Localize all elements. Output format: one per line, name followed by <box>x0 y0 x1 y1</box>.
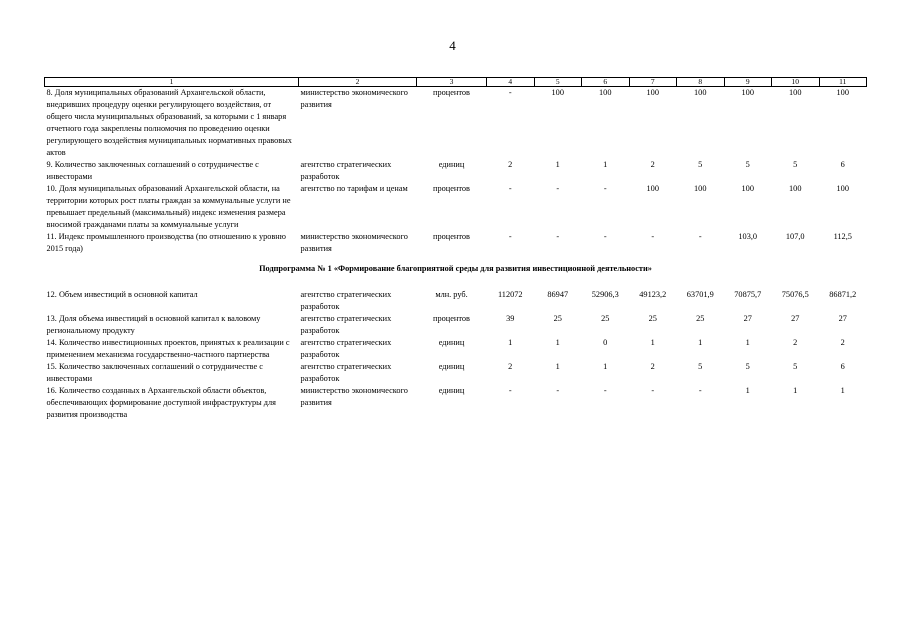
value-cell: 1 <box>650 338 655 347</box>
value-cell: 1 <box>793 386 798 395</box>
value-cell: 100 <box>789 184 802 193</box>
value-cell: 27 <box>791 314 800 323</box>
value-cell: 100 <box>646 88 659 97</box>
value-cell: 100 <box>646 184 659 193</box>
unit: процентов <box>433 232 470 241</box>
indicator-name: 14. Количество инвестиционных проектов, принятых к реализации с применением механизма государственно-частного партнерства <box>46 338 290 359</box>
indicator-name: 16. Количество созданных в Архангельской области объектов, обеспечивающих формирование доступной инфраструктуры для развития производства <box>46 386 276 419</box>
value-cell: 1 <box>555 362 560 371</box>
value-cell: 5 <box>793 160 798 169</box>
header-cell: 9 <box>724 78 772 87</box>
value-cell: 75076,5 <box>781 290 809 299</box>
indicator-name: 8. Доля муниципальных образований Архангельской области, внедривших процедуру оценки регулирующего воздействия, от общего числа муниципальных образований, за которыми с 1 января отчетного года закреплены полномочия по проведению оценки регулирующего воздействия муниципальных нормативных правовых актов <box>46 88 292 157</box>
value-cell: 0 <box>603 338 608 347</box>
header-cell: 1 <box>45 78 299 87</box>
value-cell: - <box>508 184 512 193</box>
indicator-name: 13. Доля объема инвестиций в основной капитал к валовому региональному продукту <box>46 314 261 335</box>
table-row <box>45 337 867 361</box>
executor: агентство стратегических разработок <box>300 338 392 359</box>
value-cell: 6 <box>840 362 845 371</box>
header-cell: 5 <box>534 78 582 87</box>
table-row <box>45 87 867 160</box>
value-cell: 100 <box>836 88 849 97</box>
value-cell: 100 <box>694 88 707 97</box>
column-number-header <box>45 78 867 87</box>
value-cell: 6 <box>840 160 845 169</box>
value-cell: 107,0 <box>785 232 805 241</box>
executor: агентство стратегических разработок <box>300 160 392 181</box>
value-cell: 5 <box>745 160 750 169</box>
value-cell: 1 <box>555 160 560 169</box>
indicator-name: 9. Количество заключенных соглашений о сотрудничестве с инвесторами <box>46 160 259 181</box>
value-cell: - <box>698 386 702 395</box>
value-cell: - <box>603 232 607 241</box>
value-cell: 49123,2 <box>639 290 667 299</box>
value-cell: 27 <box>838 314 847 323</box>
page-number: 4 <box>449 38 456 53</box>
executor: агентство стратегических разработок <box>300 314 392 335</box>
value-cell: - <box>508 232 512 241</box>
value-cell: 86947 <box>547 290 569 299</box>
value-cell: 1 <box>555 338 560 347</box>
value-cell: 2 <box>508 160 513 169</box>
unit: единиц <box>438 338 465 347</box>
table-row <box>45 361 867 385</box>
value-cell: - <box>508 386 512 395</box>
unit: единиц <box>438 362 465 371</box>
header-cell: 3 <box>417 78 487 87</box>
value-cell: 100 <box>551 88 564 97</box>
value-cell: 2 <box>650 362 655 371</box>
table-row <box>45 183 867 231</box>
value-cell: 5 <box>745 362 750 371</box>
indicator-name: 11. Индекс промышленного производства (по отношению к уровню 2015 года) <box>46 232 286 253</box>
executor: агентство стратегических разработок <box>300 290 392 311</box>
table-row <box>45 385 867 421</box>
executor: агентство стратегических разработок <box>300 362 392 383</box>
value-cell: - <box>603 386 607 395</box>
value-cell: 5 <box>698 362 703 371</box>
value-cell: 25 <box>696 314 705 323</box>
value-cell: 100 <box>694 184 707 193</box>
value-cell: 103,0 <box>738 232 758 241</box>
value-cell: 112072 <box>497 290 523 299</box>
value-cell: 70875,7 <box>734 290 762 299</box>
value-cell: - <box>651 232 655 241</box>
header-cell: 2 <box>299 78 417 87</box>
header-cell: 7 <box>629 78 677 87</box>
indicator-name: 15. Количество заключенных соглашений о сотрудничестве с инвесторами <box>46 362 263 383</box>
value-cell: 52906,3 <box>591 290 619 299</box>
header-cell: 4 <box>487 78 535 87</box>
table-row <box>45 231 867 255</box>
value-cell: 39 <box>506 314 515 323</box>
value-cell: - <box>698 232 702 241</box>
value-cell: 25 <box>601 314 610 323</box>
table-row <box>45 159 867 183</box>
subprogram-title: Подпрограмма № 1 «Формирование благоприятной среды для развития инвестиционной деятельности» <box>259 264 652 273</box>
value-cell: 25 <box>553 314 562 323</box>
value-cell: - <box>603 184 607 193</box>
value-cell: 63701,9 <box>686 290 714 299</box>
value-cell: 1 <box>603 362 608 371</box>
unit: процентов <box>433 88 470 97</box>
value-cell: 100 <box>789 88 802 97</box>
executor: министерство экономического развития <box>300 386 408 407</box>
executor: агентство по тарифам и ценам <box>300 184 408 193</box>
value-cell: - <box>651 386 655 395</box>
value-cell: 2 <box>650 160 655 169</box>
value-cell: 112,5 <box>833 232 852 241</box>
unit: млн. руб. <box>435 290 468 299</box>
executor: министерство экономического развития <box>300 232 408 253</box>
value-cell: 1 <box>840 386 845 395</box>
value-cell: 1 <box>698 338 703 347</box>
header-cell: 10 <box>772 78 820 87</box>
value-cell: 1 <box>745 386 750 395</box>
value-cell: - <box>556 232 560 241</box>
indicator-name: 10. Доля муниципальных образований Архангельской области, на территории которых рост платы граждан за коммунальные услуги не превышает предельный (максимальный) индекс изменения размера вносимой гражданами платы за коммунальные услуги <box>46 184 291 229</box>
value-cell: 1 <box>508 338 513 347</box>
unit: процентов <box>433 314 470 323</box>
header-cell: 11 <box>819 78 867 87</box>
value-cell: 27 <box>743 314 752 323</box>
value-cell: 1 <box>603 160 608 169</box>
value-cell: 25 <box>648 314 657 323</box>
executor: министерство экономического развития <box>300 88 408 109</box>
table-row <box>45 313 867 337</box>
indicators-table <box>44 77 867 421</box>
value-cell: 86871,2 <box>829 290 857 299</box>
header-cell: 8 <box>677 78 725 87</box>
value-cell: - <box>556 184 560 193</box>
unit: единиц <box>438 386 465 395</box>
subprogram-row <box>45 255 867 289</box>
value-cell: 5 <box>698 160 703 169</box>
value-cell: 5 <box>793 362 798 371</box>
value-cell: 2 <box>793 338 798 347</box>
unit: единиц <box>438 160 465 169</box>
value-cell: 1 <box>745 338 750 347</box>
value-cell: 2 <box>840 338 845 347</box>
value-cell: 2 <box>508 362 513 371</box>
value-cell: - <box>556 386 560 395</box>
value-cell: 100 <box>741 184 754 193</box>
value-cell: - <box>508 88 512 97</box>
value-cell: 100 <box>836 184 849 193</box>
value-cell: 100 <box>741 88 754 97</box>
indicator-name: 12. Объем инвестиций в основной капитал <box>46 290 198 299</box>
table-row <box>45 289 867 313</box>
value-cell: 100 <box>599 88 612 97</box>
header-cell: 6 <box>582 78 630 87</box>
unit: процентов <box>433 184 470 193</box>
